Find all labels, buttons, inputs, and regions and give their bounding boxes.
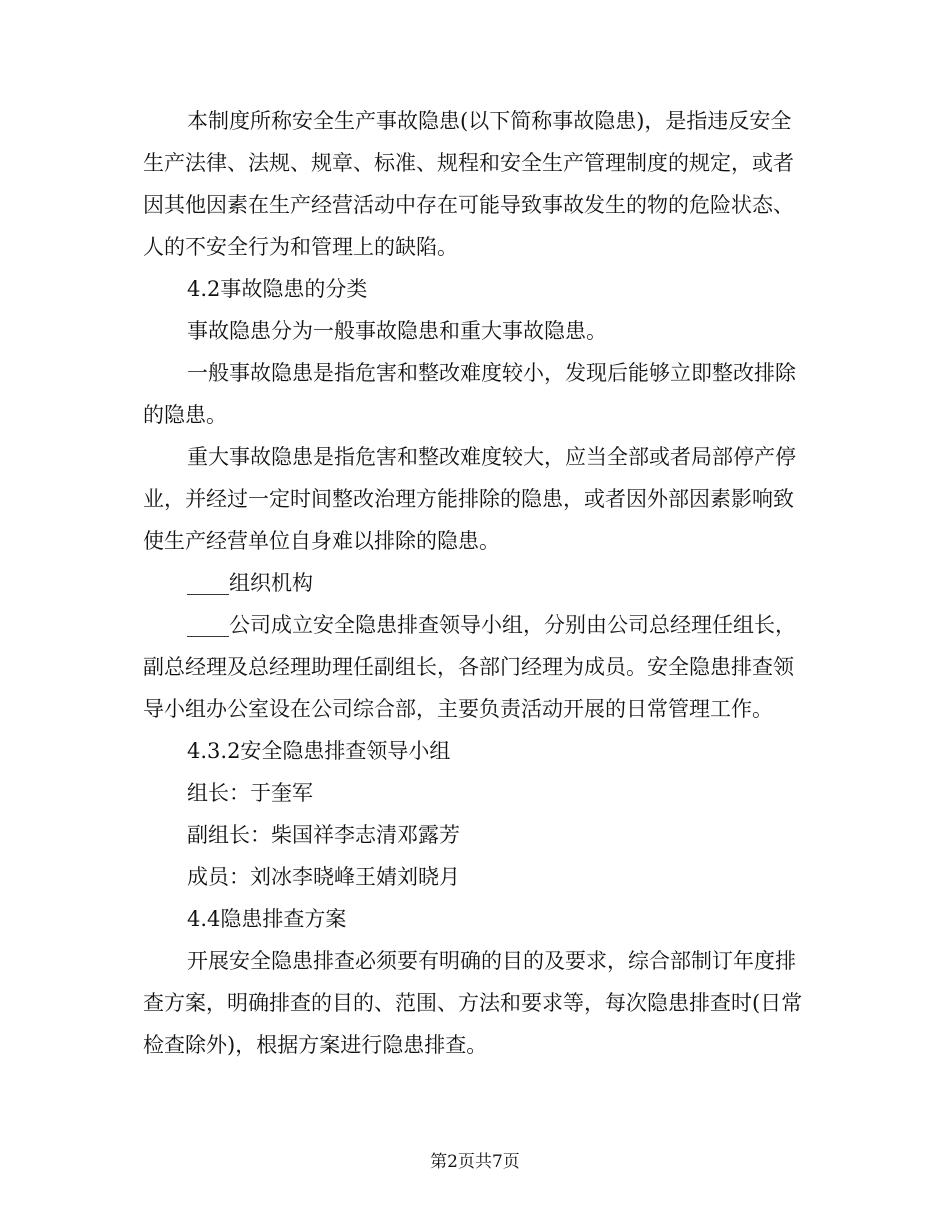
section-heading-4-4: 4.4隐患排查方案	[187, 907, 347, 931]
paragraph-major-hazard: 重大事故隐患是指危害和整改难度较大，应当全部或者局部停产停业，并经过一定时间整改治理方能排除的隐患，或者因外部因素影响致使生产经营单位自身难以排除的隐患。	[143, 445, 796, 553]
page-number-footer: 第2页共7页	[430, 1152, 520, 1172]
paragraph-definition: 本制度所称安全生产事故隐患(以下简称事故隐患)，是指违反安全生产法律、法规、规章、标准、规程和安全生产管理制度的规定，或者因其他因素在生产经营活动中存在可能导致事故发生的物的危险状态、人的不安全行为和管理上的缺陷。	[143, 109, 794, 259]
paragraph-general-hazard: 一般事故隐患是指危害和整改难度较小，发现后能够立即整改排除的隐患。	[143, 361, 796, 427]
paragraph-inspection-plan: 开展安全隐患排查必须要有明确的目的及要求，综合部制订年度排查方案，明确排查的目的、范围、方法和要求等，每次隐患排查时(日常检查除外)，根据方案进行隐患排查。	[143, 949, 803, 1057]
section-heading-4-3-2: 4.3.2安全隐患排查领导小组	[187, 739, 451, 763]
section-heading-4-2: 4.2事故隐患的分类	[187, 277, 368, 301]
paragraph-classification: 事故隐患分为一般事故隐患和重大事故隐患。	[187, 319, 607, 343]
paragraph-organization: ____公司成立安全隐患排查领导小组，分别由公司总经理任组长，副总经理及总经理助理任副组长，各部门经理为成员。安全隐患排查领导小组办公室设在公司综合部，主要负责活动开展的日常管理工作。	[143, 613, 796, 721]
section-heading-organization: ____组织机构	[187, 571, 313, 595]
document-body	[143, 100, 808, 1066]
group-members: 成员：刘冰李晓峰王婧刘晓月	[187, 865, 460, 889]
group-leader: 组长：于奎军	[187, 781, 313, 805]
deputy-group-leaders: 副组长：柴国祥李志清邓露芳	[187, 823, 460, 847]
